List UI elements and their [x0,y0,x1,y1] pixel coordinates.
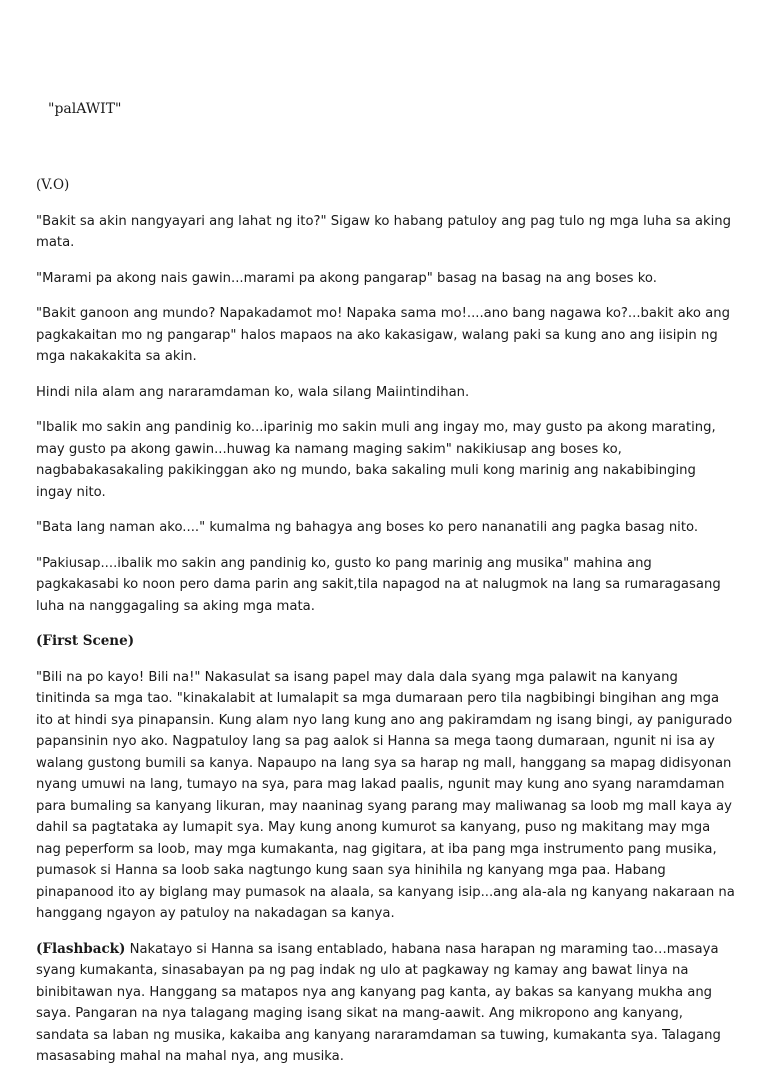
paragraph: Hindi nila alam ang nararamdaman ko, wala silang Maiintindihan. [36,384,470,400]
document-body [36,175,736,1082]
document-title: "palAWIT" [48,101,122,117]
flashback-label: (Flashback) [36,940,126,957]
flashback-text: Nakatayo si Hanna sa isang entablado, habana nasa harapan ng maraming tao…masaya syang kumakanta, sinasabayan pa ng pag indak ng ulo at pagkaway ng kamay ang bawat linya na binibitawan nya. Hanggang sa matapos nya ang kanyang pag kanta, ay bakas sa kanyang mukha ang saya. Pangaran na nya talagang maging isang sikat na mang-aawit. Ang mikropono ang kanyang, sandata sa laban ng musika, kakaiba ang kanyang nararamdaman sa tuwing, kumakanta sya. Talagang masasabing mahal na mahal nya, ang musika. [36,941,721,1064]
paragraph: "Ibalik mo sakin ang pandinig ko...iparinig mo sakin muli ang ingay mo, may gusto pa akong marating, may gusto pa akong gawin...huwag ka namang maging sakim" nakikiusap ang boses ko, nagbabakasakaling pakikinggan ako ng mundo, baka sakaling muli kong marinig ang nakabibinging ingay nito. [36,420,716,500]
paragraph: "Bakit ganoon ang mundo? Napakadamot mo! Napaka sama mo!....ano bang nagawa ko?...bakit ako ang pagkakaitan mo ng pangarap" halos mapaos na ako kakasigaw, walang paki sa kung ano ang iisipin ng mga nakakakita sa akin. [36,306,730,364]
paragraph: "Bakit sa akin nangyayari ang lahat ng ito?" Sigaw ko habang patuloy ang pag tulo ng mga luha sa aking mata. [36,213,731,250]
first-scene-label: (First Scene) [36,633,135,649]
paragraph: "Marami pa akong nais gawin...marami pa akong pangarap" basag na basag na ang boses ko. [36,270,657,286]
first-scene-paragraph: "Bili na po kayo! Bili na!" Nakasulat sa isang papel may dala dala syang mga palawit na kanyang tinitinda sa mga tao. "kinakalabit at lumalapit sa mga dumaraan pero tila nagbibingi bingihan ang mga ito at hindi sya pinapansin. Kung alam nyo lang kung ano ang pakiramdam ng isang bingi, ay panigurado papansinin nyo ako. Nagpatuloy lang sa pag aalok si Hanna sa mega taong dumaraan, ngunit ni isa ay walang gustong bumili sa kanya. Napaupo na lang sya sa harap ng mall, hanggang sa mapag didisyonan nyang umuwi na lang, tumayo na sya, para mag lakad paalis, ngunit may kung ano syang naramdaman para bumaling sa kanyang likuran, may naaninag syang parang may maliwanag sa loob mg mall kaya ay dahil sa pagtataka ay lumapit sya. May kung anong kumurot sa kanyang, puso ng makitang may mga nag peperform sa loob, may mga kumakanta, nag gigitara, at iba pang mga instrumento pang musika, pumasok si Hanna sa loob saka nagtungo kung saan sya hinihila ng kanyang mga paa. Habang pinapanood ito ay biglang may pumasok na alaala, sa kanyang isip...ang ala-ala ng kanyang nakaraan na hanggang ngayon ay patuloy na nakadagan sa kanya. [36,669,735,921]
document-page [36,0,736,1064]
paragraph: "Bata lang naman ako...." kumalma ng bahagya ang boses ko pero nananatili ang pagka basag nito. [36,520,699,535]
paragraph: "Pakiusap....ibalik mo sakin ang pandinig ko, gusto ko pang marinig ang musika" mahina ang pagkakasabi ko noon pero dama parin ang sakit,tila napagod na at nalugmok na lang sa rumaragasang luha na nanggagaling sa aking mga mata. [36,555,721,614]
vo-label: (V.O) [36,177,70,193]
flashback-paragraph [36,939,736,1068]
